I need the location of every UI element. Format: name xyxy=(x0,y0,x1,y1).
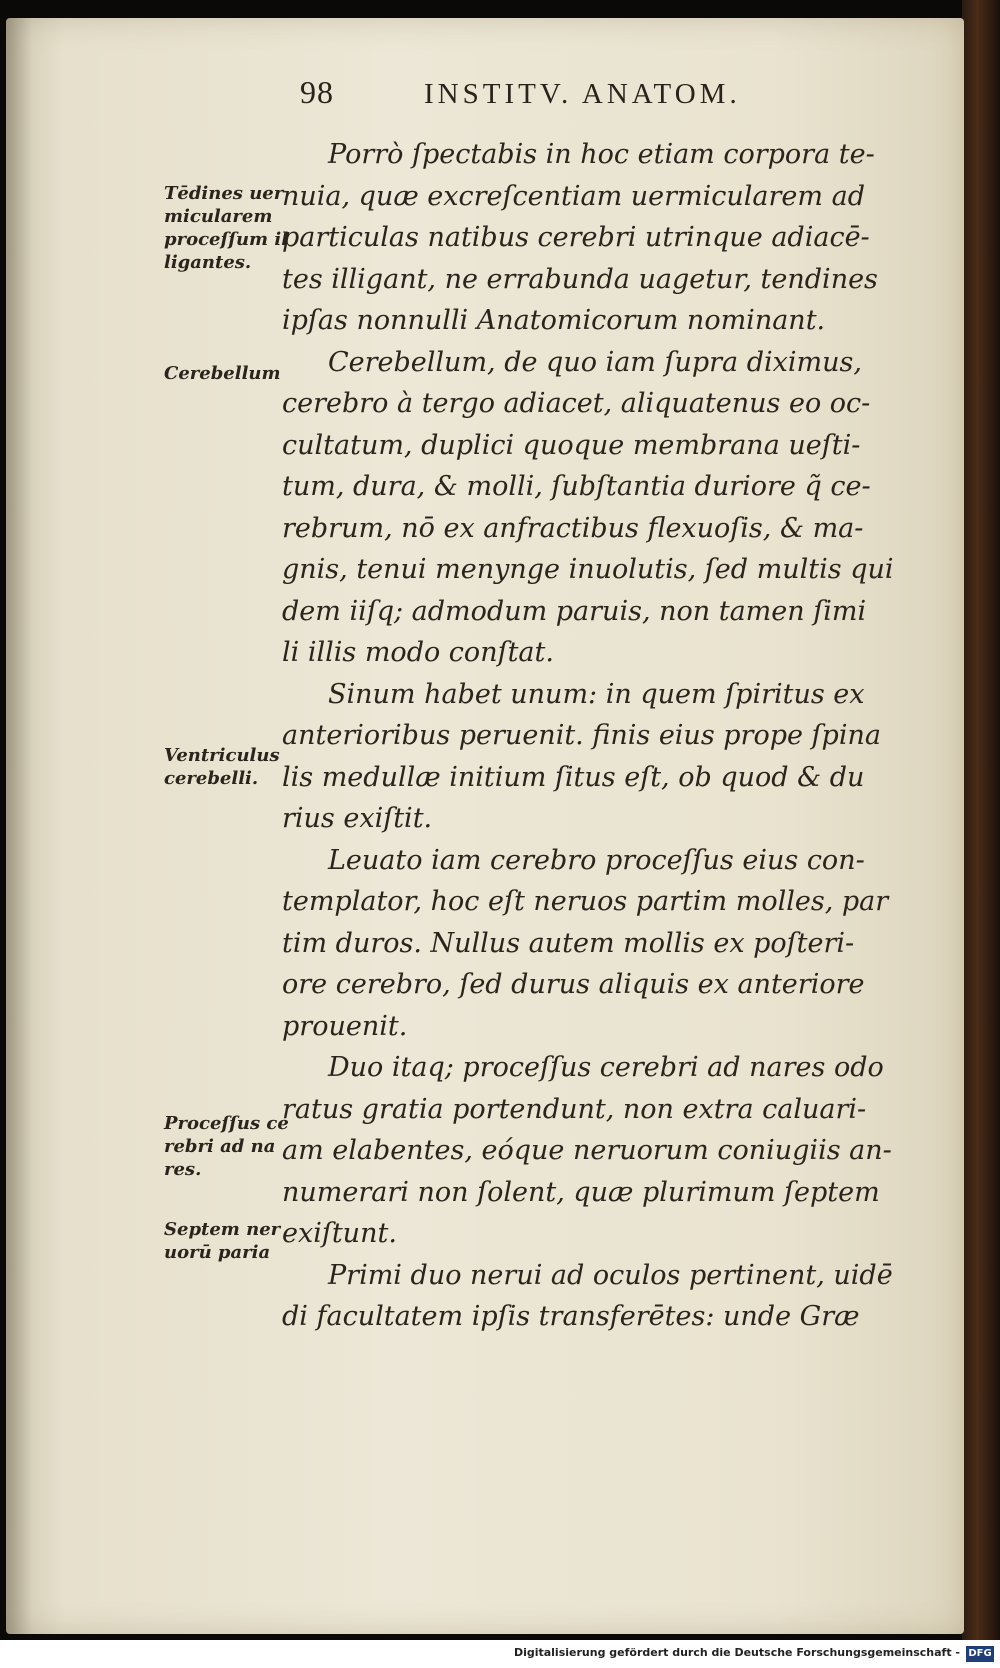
text-line: templator, hoc eſt neruos partim molles, par xyxy=(282,886,889,917)
margin-note-cerebellum xyxy=(164,362,299,385)
note-line: proceſſum il xyxy=(164,229,289,250)
note-line: cerebelli. xyxy=(164,768,259,789)
digitization-footer xyxy=(0,1640,1000,1668)
text-line: di facultatem ipſis transferētes: unde Græ xyxy=(282,1301,860,1332)
text-line: numerari non ſolent, quæ plurimum ſeptem xyxy=(282,1176,880,1208)
text-line: Leuato iam cerebro proceſſus eius con- xyxy=(328,844,865,876)
text-line: tum, dura, & molli, ſubſtantia duriore q̃ ce- xyxy=(282,471,871,502)
text-line: gnis, tenui menynge inuolutis, ſed multis qui xyxy=(282,554,894,585)
text-line: nuia, quæ excreſcentiam uermicularem ad xyxy=(282,180,865,212)
note-line: res. xyxy=(164,1159,202,1180)
text-line: Porrò ſpectabis in hoc etiam corpora te- xyxy=(328,139,875,170)
text-line: tim duros. Nullus autem mollis ex poſteri- xyxy=(282,927,855,959)
note-line: micularem xyxy=(164,206,273,227)
text-line: prouenit. xyxy=(282,1010,408,1042)
note-line: ligantes. xyxy=(164,252,252,273)
text-line: dem iiſq; admodum paruis, non tamen ſimi xyxy=(282,595,867,627)
note-line: uorū paria xyxy=(164,1242,271,1263)
text-line: anterioribus peruenit. finis eius prope ſpina xyxy=(282,720,881,751)
text-line: particulas natibus cerebri utrinque adiacē- xyxy=(282,222,870,253)
text-line: lis medullæ initium ſitus eſt, ob quod & du xyxy=(282,761,865,793)
funding-credit: Digitalisierung gefördert durch die Deutsche Forschungsgemeinschaft - xyxy=(513,1646,960,1659)
dfg-logo-icon[interactable]: DFG xyxy=(966,1646,994,1662)
margin-note-ventriculus xyxy=(164,744,299,790)
folio-number: 98 xyxy=(300,74,334,110)
margin-note-processus xyxy=(164,1112,299,1181)
text-line: rebrum, nō ex anfractibus flexuoſis, & ma- xyxy=(282,512,864,544)
note-line: Septem ner xyxy=(164,1219,281,1240)
text-line: cerebro à tergo adiacet, aliquatenus eo oc- xyxy=(282,388,871,419)
text-line: am elabentes, eóque neruorum coniugiis an- xyxy=(282,1135,892,1166)
page-header xyxy=(300,74,860,118)
text-line: tes illigant, ne errabunda uagetur, tendines xyxy=(282,263,878,295)
text-line: Duo itaq; proceſſus cerebri ad nares odo xyxy=(328,1052,884,1083)
book-edge xyxy=(962,0,1000,1640)
text-line: Sinum habet unum: in quem ſpiritus ex xyxy=(328,678,865,710)
gutter-shadow xyxy=(6,18,32,1634)
note-line: Tēdines uer xyxy=(164,183,284,204)
note-line: Ventriculus xyxy=(164,745,280,766)
note-line: Cerebellum xyxy=(164,363,281,384)
text-line: ore cerebro, ſed durus aliquis ex anteriore xyxy=(282,969,865,1000)
text-line: Primi duo nerui ad oculos pertinent, uidē xyxy=(328,1259,893,1291)
text-line: cultatum, duplici quoque membrana ueſti- xyxy=(282,429,861,461)
margin-note-septem xyxy=(164,1218,299,1264)
main-text-block xyxy=(282,134,922,1338)
margin-note-tendines xyxy=(164,182,299,274)
note-line: rebri ad na xyxy=(164,1136,276,1157)
note-line: Proceſſus ce xyxy=(164,1113,289,1134)
text-line: ipſas nonnulli Anatomicorum nominant. xyxy=(282,305,826,336)
text-line: exiſtunt. xyxy=(282,1218,397,1249)
running-head: INSTITV. ANATOM. xyxy=(424,78,741,110)
text-line: ratus gratia portendunt, non extra caluari- xyxy=(282,1093,867,1125)
text-line: li illis modo conſtat. xyxy=(282,637,554,668)
text-line: rius exiſtit. xyxy=(282,803,433,834)
text-line: Cerebellum, de quo iam ſupra diximus, xyxy=(328,346,862,378)
